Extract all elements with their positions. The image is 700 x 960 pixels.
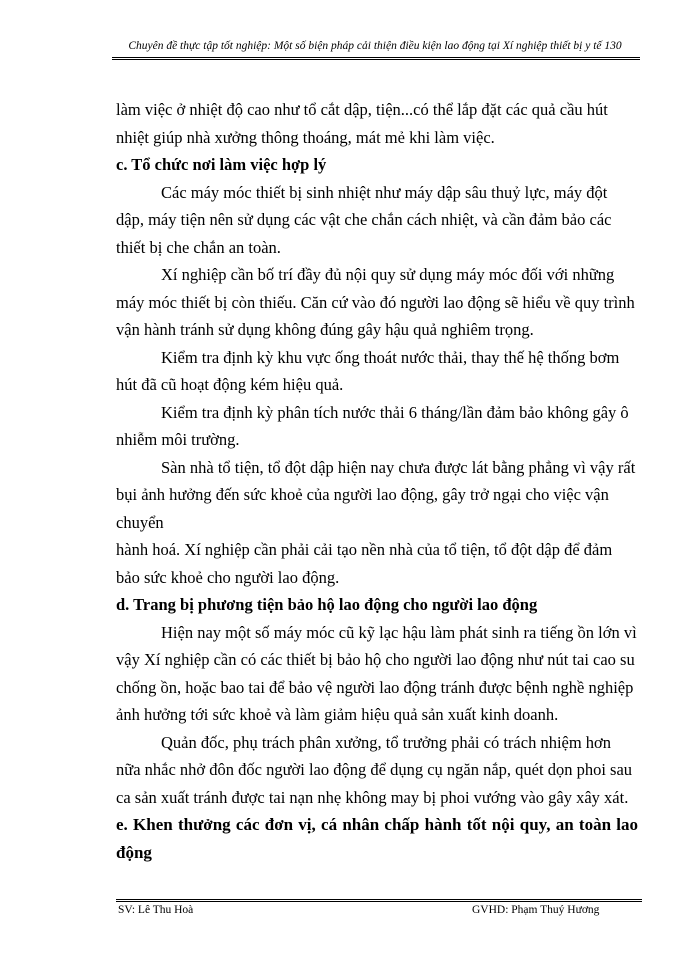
body-content [116, 96, 638, 866]
section-heading-d: d. Trang bị phương tiện bảo hộ lao động cho người lao động [116, 595, 538, 614]
footer-student: SV: Lê Thu Hoà [118, 904, 194, 916]
paragraph: Hiện nay một số máy móc cũ kỹ lạc hậu làm phát sinh ra tiếng ồn lớn vì vậy Xí nghiệp cần có các thiết bị bảo hộ cho người lao động như nút tai cao su chống ồn, hoặc bao tai để bảo vệ người lao động tránh được bệnh nghề nghiệp ảnh hưởng tới sức khoẻ và làm giảm hiệu quả sản xuất kinh doanh. [116, 622, 637, 724]
paragraph: Kiểm tra định kỳ khu vực ống thoát nước thải, thay thế hệ thống bơm hút đã cũ hoạt động kém hiệu quả. [116, 347, 620, 394]
page-header: Chuyên đề thực tập tốt nghiệp: Một số biện pháp cải thiện điều kiện lao động tại Xí nghiệp thiết bị y tế 130 [128, 40, 622, 52]
paragraph: Kiểm tra định kỳ phân tích nước thải 6 tháng/lần đảm bảo không gây ô nhiễm môi trường. [116, 402, 629, 449]
footer-rule [116, 899, 642, 902]
footer-advisor: GVHD: Phạm Thuý Hương [472, 904, 600, 916]
section-heading-c: c. Tổ chức nơi làm việc hợp lý [116, 155, 327, 174]
paragraph: hành hoá. Xí nghiệp cần phải cải tạo nền nhà của tổ tiện, tổ đột dập để đảm bảo sức khoẻ cho người lao động. [116, 540, 613, 587]
paragraph: Các máy móc thiết bị sinh nhiệt như máy dập sâu thuỷ lực, máy đột dập, máy tiện nên sử dụng các vật che chắn cách nhiệt, và cần đảm bảo các thiết bị che chắn an toàn. [116, 182, 612, 257]
header-rule [112, 57, 640, 60]
paragraph: Quản đốc, phụ trách phân xưởng, tổ trưởng phải có trách nhiệm hơn nữa nhắc nhở đôn đốc người lao động để dụng cụ ngăn nắp, quét dọn phoi sau ca sản xuất tránh được tai nạn nhẹ không may bị phoi vướng vào gây xây xát. [116, 732, 633, 807]
paragraph: Xí nghiệp cần bố trí đầy đủ nội quy sử dụng máy móc đối với những máy móc thiết bị còn thiếu. Căn cứ vào đó người lao động sẽ hiểu về quy trình vận hành tránh sử dụng không đúng gây hậu quả nghiêm trọng. [116, 265, 635, 339]
paragraph: Sàn nhà tổ tiện, tổ đột dập hiện nay chưa được lát bằng phẳng vì vậy rất bụi ảnh hưởng đến sức khoẻ của người lao động, gây trở ngại cho việc vận chuyển [116, 457, 636, 532]
paragraph: làm việc ở nhiệt độ cao như tổ cắt dập, tiện...có thể lắp đặt các quả cầu hút nhiệt giúp nhà xưởng thông thoáng, mát mẻ khi làm việc. [116, 100, 608, 147]
section-heading-e: e. Khen thưởng các đơn vị, cá nhân chấp hành tốt nội quy, an toàn lao động [116, 815, 638, 862]
